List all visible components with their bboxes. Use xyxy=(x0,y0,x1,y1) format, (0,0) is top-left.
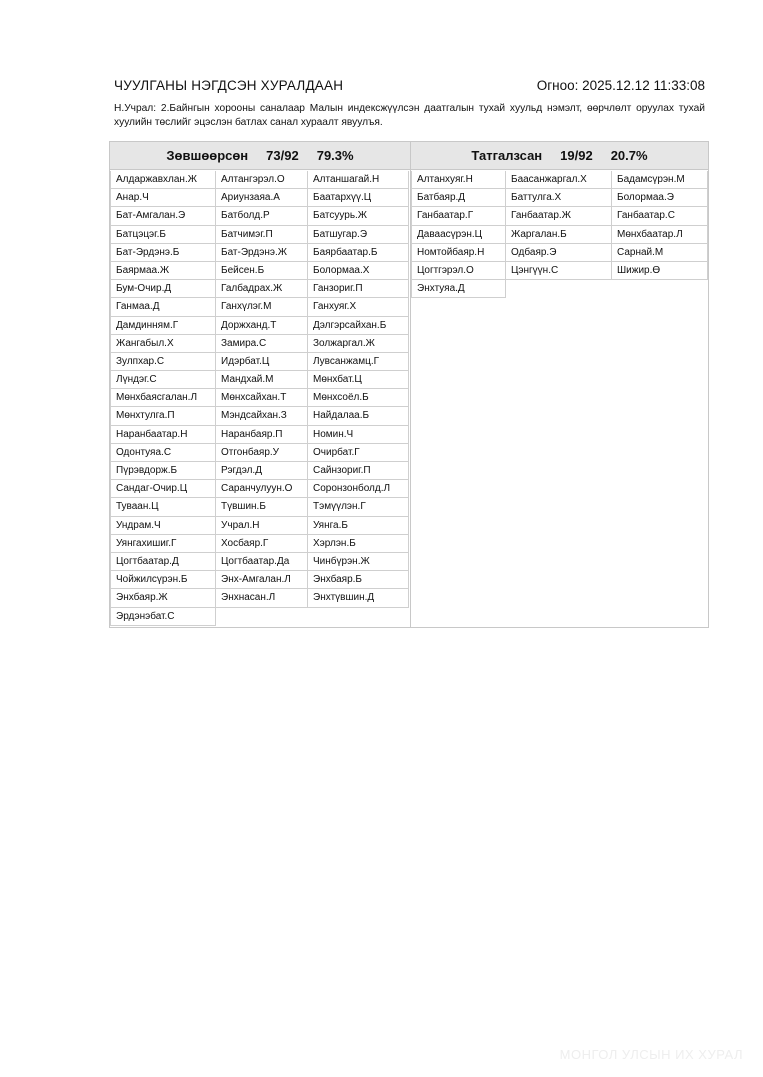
member-name-cell: Энхбаяр.Б xyxy=(308,571,409,589)
member-name-cell: Бат-Эрдэнэ.Б xyxy=(110,244,216,262)
member-name-cell: Найдалаа.Б xyxy=(308,407,409,425)
member-name-cell: Цэнгүүн.С xyxy=(506,262,612,280)
member-name-cell: Бадамсүрэн.М xyxy=(612,171,708,189)
member-name-cell: Золжаргал.Ж xyxy=(308,335,409,353)
member-name-cell: Энхтуяа.Д xyxy=(411,280,506,298)
member-name-cell: Батшугар.Э xyxy=(308,226,409,244)
member-name-cell: Уянга.Б xyxy=(308,517,409,535)
rejected-header xyxy=(411,142,708,170)
member-name-cell: Бат-Эрдэнэ.Ж xyxy=(216,244,308,262)
rejected-panel xyxy=(410,141,709,628)
watermark-text: МОНГОЛ УЛСЫН ИХ ХУРАЛ xyxy=(559,1047,743,1062)
member-name-cell: Энхбаяр.Ж xyxy=(110,589,216,607)
member-name-cell: Мэндсайхан.З xyxy=(216,407,308,425)
member-name-cell: Мандхай.М xyxy=(216,371,308,389)
approved-count: 73/92 xyxy=(266,148,299,163)
member-name-cell: Рэгдэл.Д xyxy=(216,462,308,480)
member-name-cell: Даваасүрэн.Ц xyxy=(411,226,506,244)
member-name-cell: Номтойбаяр.Н xyxy=(411,244,506,262)
member-name-cell: Ганбаатар.Ж xyxy=(506,207,612,225)
rejected-count: 19/92 xyxy=(560,148,593,163)
rejected-names-grid xyxy=(411,171,708,298)
member-name-cell: Цогтбаатар.Да xyxy=(216,553,308,571)
member-name-cell: Жаргалан.Б xyxy=(506,226,612,244)
member-name-cell: Батцэцэг.Б xyxy=(110,226,216,244)
member-name-cell: Мөнхтулга.П xyxy=(110,407,216,425)
member-name-cell: Зулпхар.С xyxy=(110,353,216,371)
vote-description: Н.Учрал: 2.Байнгын хорооны саналаар Малын индексжүүлсэн даатгалын тухай хуульд нэмэлт, өөрчлөлт оруулах тухай хуулийн төслийг эцэслэн батлах санал хураалт явуулъя. xyxy=(114,103,705,128)
member-name-cell: Номин.Ч xyxy=(308,426,409,444)
member-name-cell: Тэмүүлэн.Г xyxy=(308,498,409,516)
member-name-cell: Мөнхбаясгалан.Л xyxy=(110,389,216,407)
member-name-cell: Түвшин.Б xyxy=(216,498,308,516)
member-name-cell: Чойжилсүрэн.Б xyxy=(110,571,216,589)
member-name-cell: Цогтбаатар.Д xyxy=(110,553,216,571)
meeting-date: Огноо: 2025.12.12 11:33:08 xyxy=(536,78,705,93)
member-name-cell: Ариунзаяа.А xyxy=(216,189,308,207)
member-name-cell: Алтаншагай.Н xyxy=(308,171,409,189)
member-name-cell: Болормаа.Э xyxy=(612,189,708,207)
member-name-cell: Соронзонболд.Л xyxy=(308,480,409,498)
member-name-cell: Жангабыл.Х xyxy=(110,335,216,353)
member-name-cell: Сандаг-Очир.Ц xyxy=(110,480,216,498)
member-name-cell: Ундрам.Ч xyxy=(110,517,216,535)
member-name-cell: Мөнхсайхан.Т xyxy=(216,389,308,407)
member-name-cell: Алдаржавхлан.Ж xyxy=(110,171,216,189)
member-name-cell: Алтангэрэл.О xyxy=(216,171,308,189)
member-name-cell: Эрдэнэбат.С xyxy=(110,608,216,626)
member-name-cell: Чинбүрэн.Ж xyxy=(308,553,409,571)
member-name-cell: Баярмаа.Ж xyxy=(110,262,216,280)
member-name-cell: Доржханд.Т xyxy=(216,317,308,335)
member-name-cell: Батбаяр.Д xyxy=(411,189,506,207)
member-name-cell: Сарнай.М xyxy=(612,244,708,262)
member-name-cell: Энх-Амгалан.Л xyxy=(216,571,308,589)
member-name-cell: Уянгахишиг.Г xyxy=(110,535,216,553)
member-name-cell: Бум-Очир.Д xyxy=(110,280,216,298)
member-name-cell: Баярбаатар.Б xyxy=(308,244,409,262)
member-name-cell: Замира.С xyxy=(216,335,308,353)
approved-label: Зөвшөөрсөн xyxy=(166,148,249,163)
member-name-cell: Батболд.Р xyxy=(216,207,308,225)
member-name-cell: Ганзориг.П xyxy=(308,280,409,298)
member-name-cell: Ганбаатар.С xyxy=(612,207,708,225)
member-name-cell: Учрал.Н xyxy=(216,517,308,535)
approved-percent: 79.3% xyxy=(316,148,354,163)
approved-names-grid xyxy=(110,171,410,626)
rejected-percent: 20.7% xyxy=(610,148,648,163)
member-name-cell: Саранчулуун.О xyxy=(216,480,308,498)
member-name-cell: Идэрбат.Ц xyxy=(216,353,308,371)
member-name-cell: Ганхүлэг.М xyxy=(216,298,308,316)
member-name-cell: Галбадрах.Ж xyxy=(216,280,308,298)
member-name-cell: Очирбат.Г xyxy=(308,444,409,462)
member-name-cell: Шижир.Ө xyxy=(612,262,708,280)
member-name-cell: Баатархүү.Ц xyxy=(308,189,409,207)
member-name-cell: Хосбаяр.Г xyxy=(216,535,308,553)
member-name-cell: Баасанжаргал.Х xyxy=(506,171,612,189)
member-name-cell: Мөнхсоёл.Б xyxy=(308,389,409,407)
approved-panel xyxy=(109,141,411,628)
member-name-cell: Туваан.Ц xyxy=(110,498,216,516)
member-name-cell: Лувсанжамц.Г xyxy=(308,353,409,371)
member-name-cell: Одбаяр.Э xyxy=(506,244,612,262)
member-name-cell: Мөнхбаатар.Л xyxy=(612,226,708,244)
member-name-cell: Алтанхуяг.Н xyxy=(411,171,506,189)
approved-header xyxy=(110,142,410,170)
member-name-cell: Отгонбаяр.У xyxy=(216,444,308,462)
member-name-cell: Болормаа.Х xyxy=(308,262,409,280)
member-name-cell: Бейсен.Б xyxy=(216,262,308,280)
member-name-cell: Ганмаа.Д xyxy=(110,298,216,316)
member-name-cell: Ганбаатар.Г xyxy=(411,207,506,225)
member-name-cell: Дэлгэрсайхан.Б xyxy=(308,317,409,335)
member-name-cell: Батсуурь.Ж xyxy=(308,207,409,225)
member-name-cell: Мөнхбат.Ц xyxy=(308,371,409,389)
rejected-label: Татгалзсан xyxy=(471,148,543,163)
member-name-cell: Баттулга.Х xyxy=(506,189,612,207)
member-name-cell: Ганхуяг.Х xyxy=(308,298,409,316)
member-name-cell: Наранбаатар.Н xyxy=(110,426,216,444)
member-name-cell: Дамдинням.Г xyxy=(110,317,216,335)
member-name-cell: Сайнзориг.П xyxy=(308,462,409,480)
member-name-cell: Энхнасан.Л xyxy=(216,589,308,607)
member-name-cell: Наранбаяр.П xyxy=(216,426,308,444)
member-name-cell: Энхтүвшин.Д xyxy=(308,589,409,607)
meeting-title: ЧУУЛГАНЫ НЭГДСЭН ХУРАЛДААН xyxy=(114,78,344,93)
member-name-cell: Цогтгэрэл.О xyxy=(411,262,506,280)
member-name-cell: Лүндэг.С xyxy=(110,371,216,389)
member-name-cell: Анар.Ч xyxy=(110,189,216,207)
member-name-cell: Бат-Амгалан.Э xyxy=(110,207,216,225)
member-name-cell: Пүрэвдорж.Б xyxy=(110,462,216,480)
member-name-cell: Одонтуяа.С xyxy=(110,444,216,462)
member-name-cell: Батчимэг.П xyxy=(216,226,308,244)
member-name-cell: Хэрлэн.Б xyxy=(308,535,409,553)
